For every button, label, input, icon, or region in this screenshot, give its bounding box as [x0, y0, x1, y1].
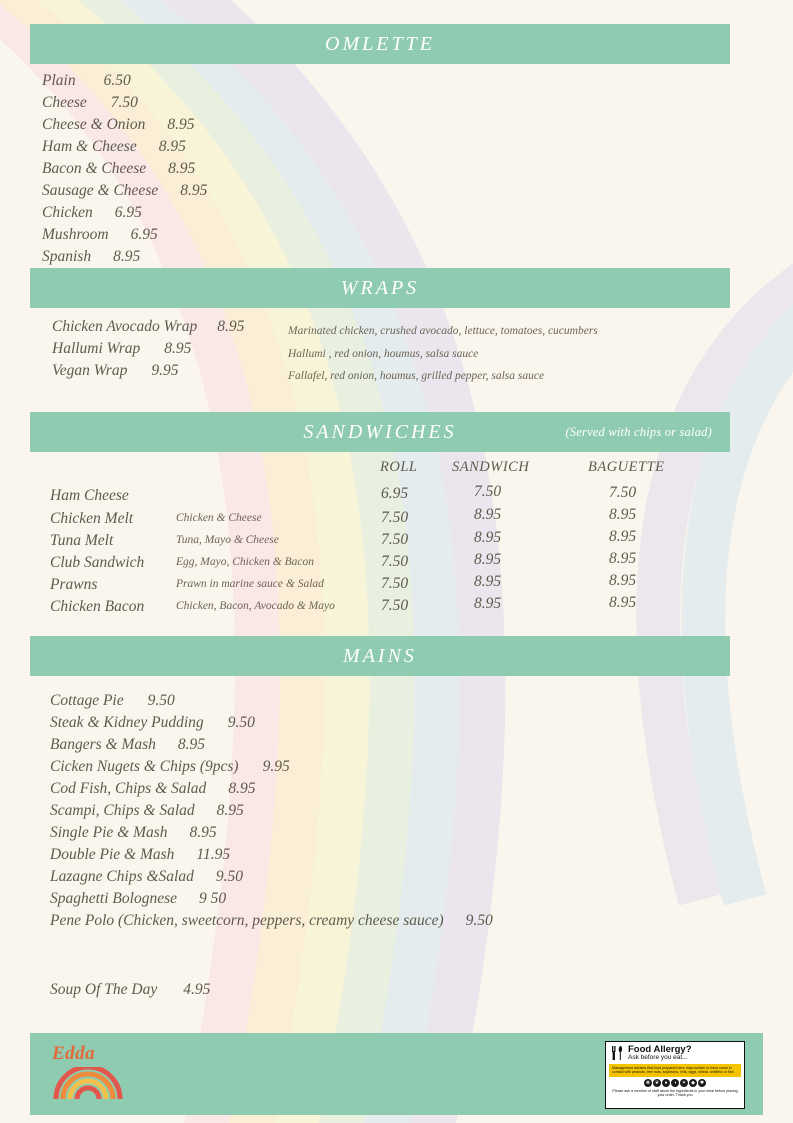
item-description: Chicken & Cheese — [176, 512, 262, 524]
item-price: 8.95 — [180, 182, 208, 199]
menu-item — [50, 780, 255, 798]
item-price: 8.95 — [228, 780, 256, 797]
menu-item — [50, 912, 493, 930]
item-price: 8.95 — [189, 824, 217, 841]
section-note: (Served with chips or salad) — [565, 425, 712, 439]
item-price: 8.95 — [167, 116, 195, 133]
menu-item — [42, 116, 194, 134]
item-price-baguette: 8.95 — [609, 594, 637, 611]
item-price-sandwich: 8.95 — [474, 506, 502, 523]
item-name: Scampi, Chips & Salad — [50, 802, 195, 819]
allergy-title: Food Allergy? — [628, 1044, 692, 1055]
allergen-icon: ◑ — [671, 1079, 679, 1087]
brand-name: Edda — [52, 1043, 96, 1064]
column-header-baguette: BAGUETTE — [588, 459, 665, 475]
item-name: Club Sandwich — [50, 554, 145, 571]
item-price: 8.95 — [177, 736, 206, 753]
column-header-sandwich: SANDWICH — [452, 459, 530, 475]
item-description: Prawn in marine sauce & Salad — [176, 578, 324, 590]
item-name: Prawns — [50, 576, 98, 593]
item-price: 9.50 — [227, 714, 255, 731]
item-name: Chicken Bacon — [50, 598, 145, 615]
item-price-sandwich: 8.95 — [474, 551, 502, 568]
footer-bar — [30, 1033, 763, 1115]
item-price-baguette: 8.95 — [609, 528, 637, 545]
item-name: Cod Fish, Chips & Salad — [50, 780, 207, 797]
menu-item — [52, 318, 244, 336]
item-price-sandwich: 8.95 — [474, 529, 502, 546]
allergen-icon: ✱ — [699, 1079, 705, 1086]
menu-item — [52, 340, 191, 358]
allergy-footnote: Please ask a member of staff about the ingredients in your meal before placing your order. Thank you — [612, 1088, 738, 1098]
item-price-baguette: 8.95 — [609, 506, 637, 523]
item-price-roll: 7.50 — [381, 531, 409, 548]
item-name: Cheese — [42, 94, 87, 111]
menu-item — [50, 758, 290, 776]
item-name: Steak & Kidney Pudding — [50, 714, 204, 731]
item-price-sandwich: 8.95 — [474, 573, 502, 590]
menu-item — [42, 248, 140, 266]
allergen-icon: ● — [662, 1079, 670, 1087]
item-name: Bangers & Mash — [50, 736, 156, 753]
item-name: Spanish — [42, 248, 92, 265]
section-header-mains — [30, 636, 730, 676]
food-allergy-notice — [605, 1041, 745, 1109]
item-name: Ham Cheese — [50, 487, 129, 504]
item-price: 6.95 — [114, 204, 142, 221]
item-price-roll: 7.50 — [381, 575, 409, 592]
item-price-sandwich: 8.95 — [474, 595, 502, 612]
item-name: Soup Of The Day — [50, 981, 158, 998]
item-price: 8.95 — [158, 138, 186, 155]
brand-logo — [52, 1043, 162, 1105]
item-price-roll: 7.50 — [381, 509, 409, 526]
item-description: Fallafel, red onion, houmus, grilled pepper, salsa sauce — [288, 370, 545, 382]
item-description: Hallumi , red onion, houmus, salsa sauce — [288, 348, 479, 360]
section-header-omlette — [30, 24, 730, 64]
cutlery-icon — [610, 1045, 624, 1061]
allergen-icon: ✶ — [681, 1079, 687, 1086]
item-price: 9.95 — [262, 758, 290, 775]
section-header-wraps — [30, 268, 730, 308]
item-description: Marinated chicken, crushed avocado, lettuce, tomatoes, cucumbers — [288, 325, 598, 337]
menu-item — [42, 160, 195, 178]
section-title: WRAPS — [340, 277, 420, 299]
item-price-roll: 7.50 — [381, 553, 409, 570]
section-title: SANDWICHES — [303, 421, 457, 443]
menu-item — [50, 868, 243, 886]
menu-item — [42, 138, 186, 156]
menu-item — [50, 714, 255, 732]
item-price-roll: 6.95 — [381, 485, 409, 502]
item-name: Lazagne Chips &Salad — [50, 868, 194, 885]
item-name: Chicken Avocado Wrap — [52, 318, 198, 335]
allergy-header — [606, 1042, 744, 1062]
menu-item — [52, 362, 178, 380]
item-price-baguette: 8.95 — [609, 572, 637, 589]
item-price: 8.95 — [217, 318, 245, 335]
item-description: Chicken, Bacon, Avocado & Mayo — [176, 600, 335, 612]
item-name: Mushroom — [42, 226, 109, 243]
item-price-sandwich: 7.50 — [474, 483, 502, 500]
item-price: 6.95 — [130, 226, 158, 243]
item-price: 8.95 — [168, 160, 196, 177]
menu-item — [42, 72, 131, 90]
item-price: 8.95 — [164, 340, 192, 357]
menu-item — [50, 736, 205, 754]
item-price: 8.95 — [113, 248, 141, 265]
allergy-subtitle: Ask before you eat... — [628, 1053, 688, 1061]
item-name: Chicken — [42, 204, 93, 221]
allergen-icon: ❦ — [654, 1079, 660, 1086]
item-name: Cicken Nugets & Chips (9pcs) — [50, 758, 239, 775]
item-price-roll: 7.50 — [381, 597, 409, 614]
menu-item — [42, 226, 158, 244]
item-price: 9.50 — [465, 912, 493, 929]
item-name: Ham & Cheese — [42, 138, 137, 155]
item-name: Pene Polo (Chicken, sweetcorn, peppers, creamy cheese sauce) — [50, 912, 444, 929]
section-title: OMLETTE — [325, 33, 435, 55]
allergen-icon: ◆ — [689, 1079, 697, 1087]
item-price: 9 50 — [199, 890, 227, 907]
item-name: Tuna Melt — [50, 532, 114, 549]
menu-item — [42, 182, 207, 200]
menu-item — [50, 846, 230, 864]
item-name: Bacon & Cheese — [42, 160, 147, 177]
item-name: Plain — [42, 72, 76, 89]
item-price: 7.50 — [110, 94, 138, 111]
item-name: Vegan Wrap — [52, 362, 128, 379]
item-price-baguette: 7.50 — [609, 484, 637, 501]
menu-item — [42, 204, 142, 222]
item-name: Spaghetti Bolognese — [50, 890, 177, 907]
item-price-baguette: 8.95 — [609, 550, 637, 567]
item-price: 9.50 — [215, 868, 243, 885]
allergen-icon-row — [606, 1079, 744, 1087]
column-header-roll: ROLL — [380, 459, 418, 475]
item-description: Tuna, Mayo & Cheese — [176, 534, 279, 546]
item-description: Egg, Mayo, Chicken & Bacon — [176, 556, 314, 568]
item-name: Single Pie & Mash — [50, 824, 168, 841]
menu-item — [50, 824, 217, 842]
menu-item — [50, 890, 226, 908]
menu-item-soup — [50, 981, 210, 999]
item-name: Chicken Melt — [50, 510, 134, 527]
item-price: 9.50 — [147, 692, 175, 709]
item-price: 9.95 — [151, 362, 179, 379]
rainbow-arc-icon — [52, 1067, 124, 1101]
item-price: 8.95 — [216, 802, 244, 819]
allergen-icon: ❀ — [645, 1079, 651, 1086]
item-name: Sausage & Cheese — [42, 182, 159, 199]
item-name: Hallumi Wrap — [52, 340, 141, 357]
section-header-sandwiches — [30, 412, 730, 452]
item-price: 11.95 — [196, 846, 231, 863]
item-price: 6.50 — [103, 72, 131, 89]
section-title: MAINS — [343, 645, 417, 667]
menu-item — [50, 692, 175, 710]
item-name: Double Pie & Mash — [50, 846, 175, 863]
allergy-warning-text: Management advises that food prepared here may contain or have come in contact with peanuts, tree nuts, soybeans, milk, eggs, wheat, shellfish or fish — [609, 1064, 741, 1077]
menu-item — [50, 802, 244, 820]
menu-item — [42, 94, 138, 112]
item-price: 4.95 — [183, 981, 211, 998]
item-name: Cottage Pie — [50, 692, 124, 709]
item-name: Cheese & Onion — [42, 116, 146, 133]
